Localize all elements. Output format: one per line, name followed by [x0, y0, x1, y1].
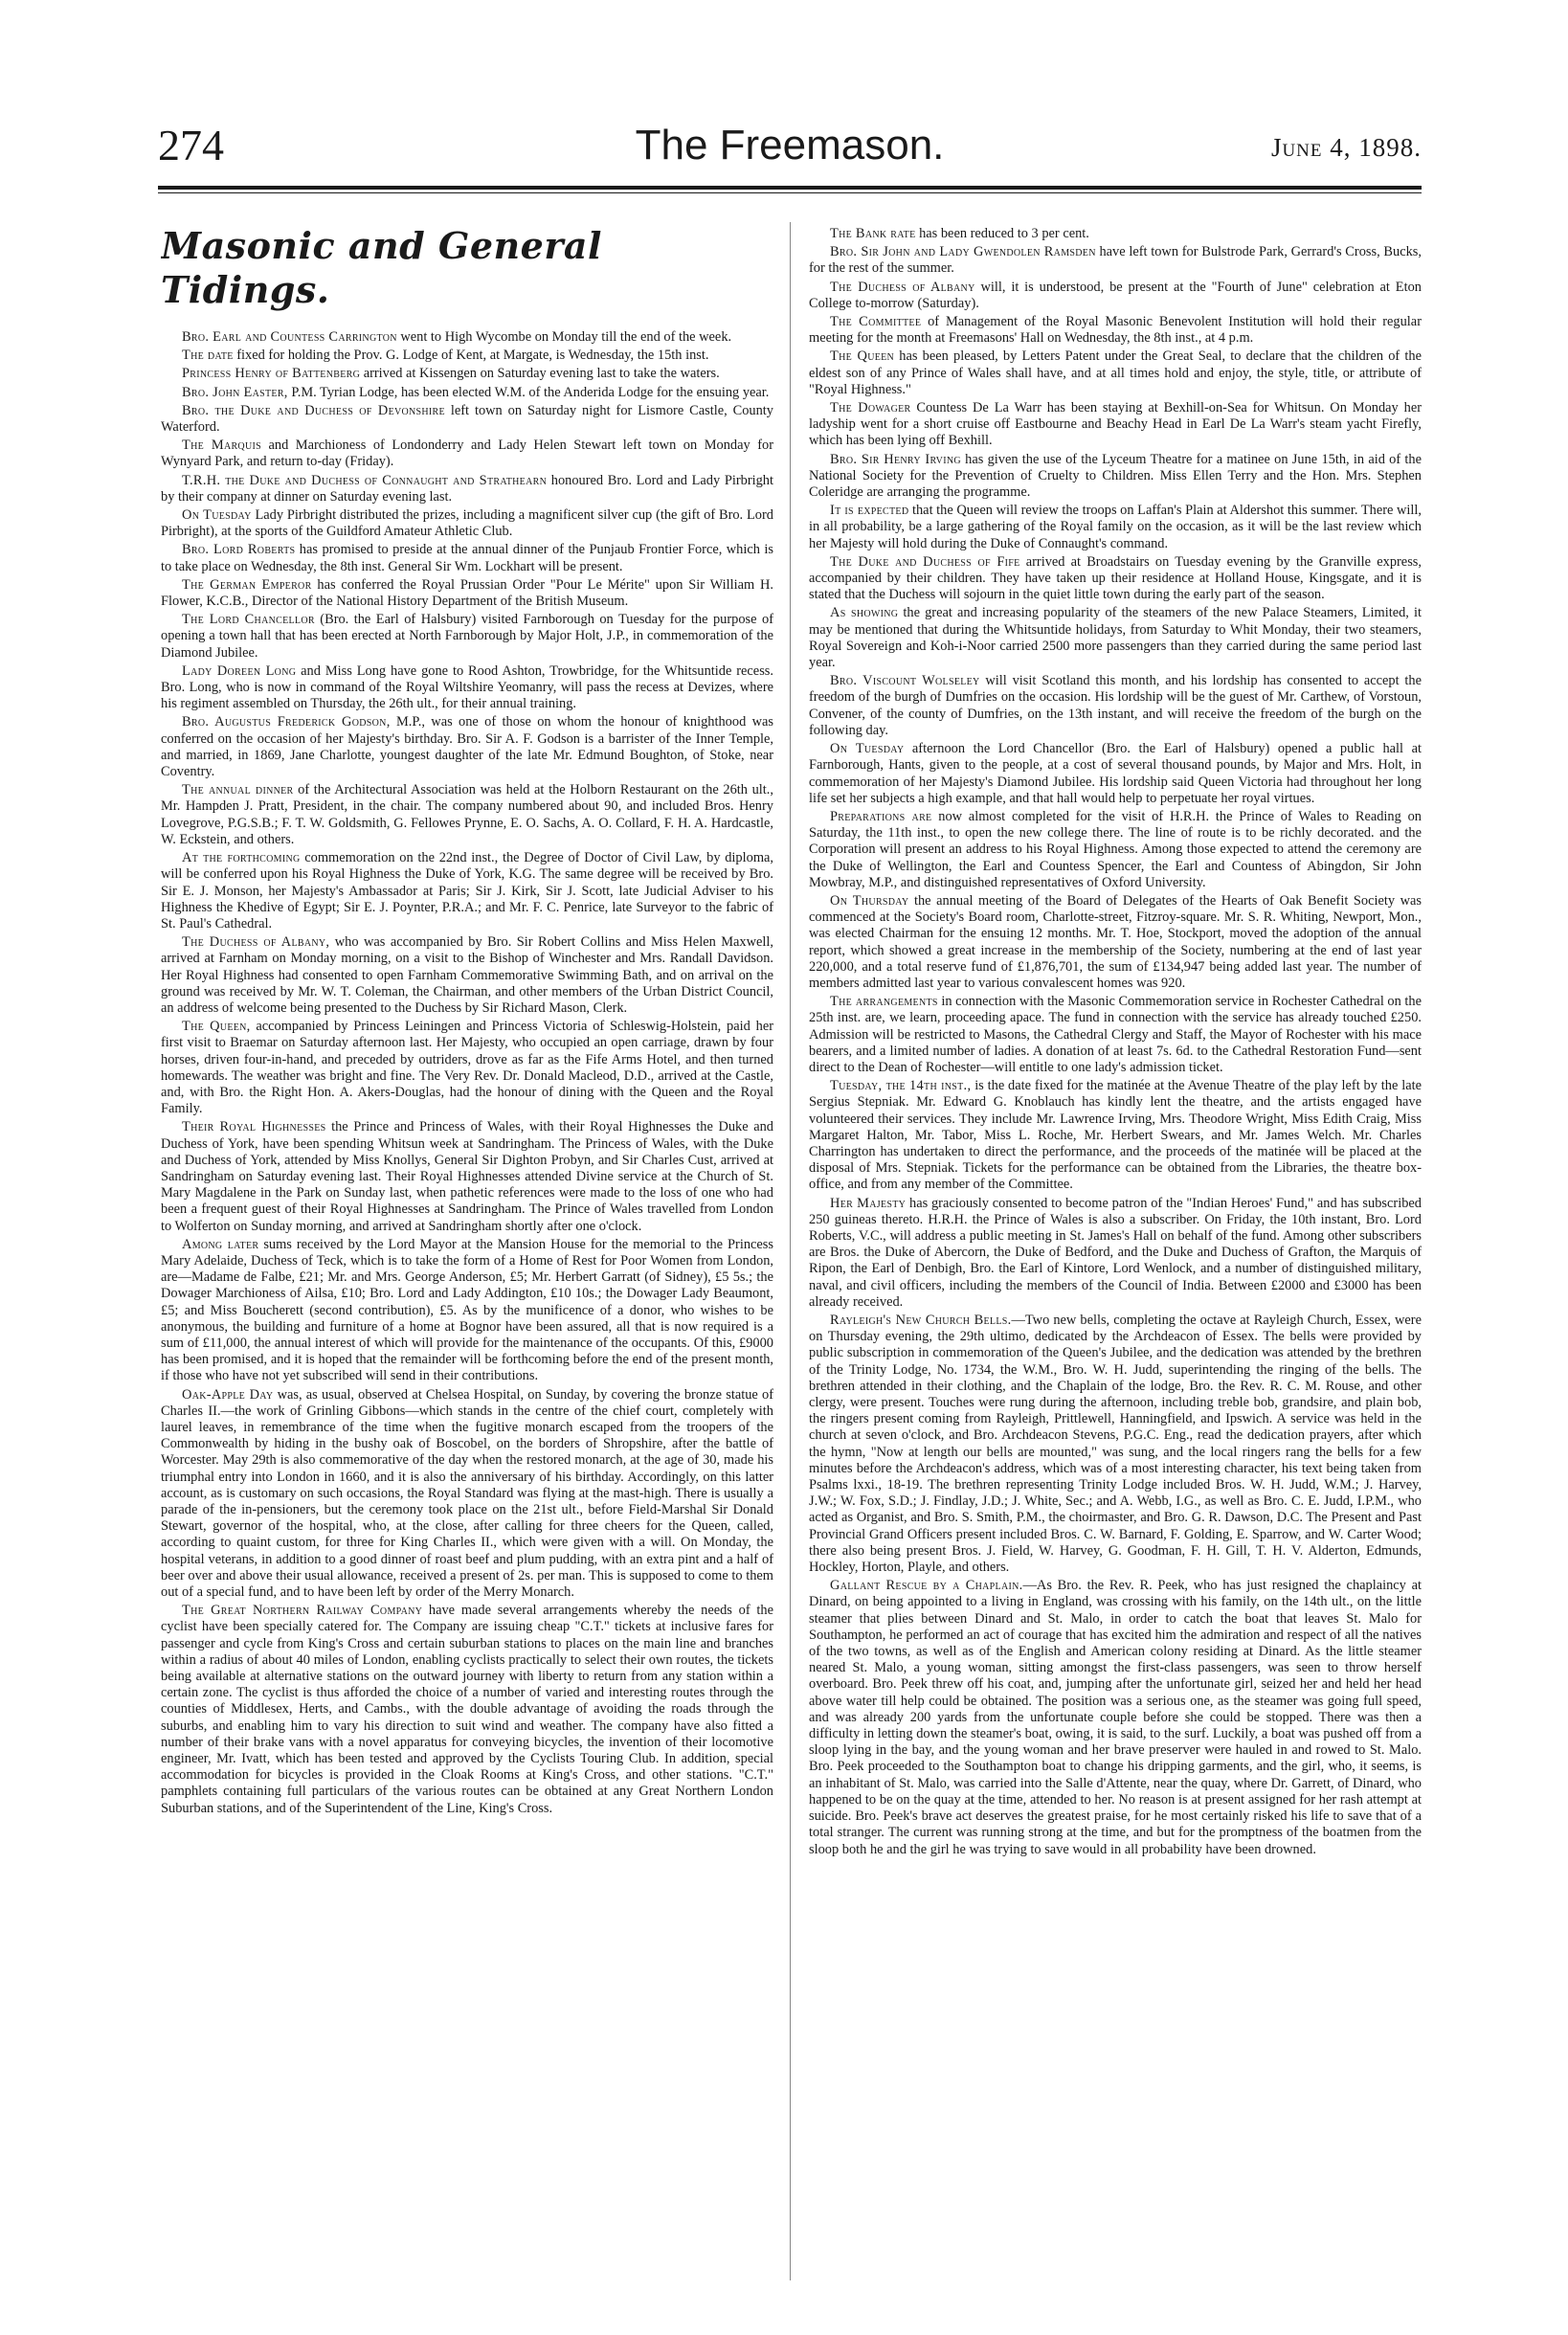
- news-item-text: arrived at Kissengen on Saturday evening last to take the waters.: [360, 366, 720, 382]
- news-item-lead: The Duchess of Albany,: [182, 934, 330, 951]
- news-item: [809, 605, 1422, 671]
- news-item-lead: Bro. Earl and Countess Carrington: [182, 329, 397, 345]
- news-item-lead: Rayleigh's New Church Bells.: [830, 1313, 1012, 1328]
- news-item: [809, 741, 1422, 807]
- news-item-text: P.M. Tyrian Lodge, has been elected W.M. of the Anderida Lodge for the ensuing year.: [287, 384, 770, 400]
- news-item-lead: The Bank rate: [830, 226, 916, 241]
- news-item-lead: T.R.H. the Duke and Duchess of Connaught and Strathearn: [182, 472, 548, 488]
- left-article-list: [161, 329, 773, 1817]
- news-item: [809, 1313, 1422, 1576]
- news-item-text: Countess De La Warr has been staying at Bexhill-on-Sea for Whitsun. On Monday her ladyship went for a short cruise off Eastbourne and Beachy Head in Earl De La Warr's steam yacht Firefly, which has been lying off Bexhill.: [809, 400, 1422, 449]
- news-item: [809, 400, 1422, 450]
- news-item: [161, 366, 773, 382]
- news-item: [161, 1387, 773, 1602]
- news-item-text: honoured Bro. Lord and Lady Pirbright by their company at dinner on Saturday evening last.: [161, 472, 773, 505]
- news-item-text: now almost completed for the visit of H.R.H. the Prince of Wales to Reading on Saturday, the 11th inst., to open the new college there. The line of route is to be richly decorated. and the Corporation will present an address to his Royal Highness. Among those expected to attend the ceremony are the Duke of Wellington, the Earl and Countess Spencer, the Earl and Countess of Abingdon, Sir John Mowbray, M.P., and distinguished representatives of Oxford University.: [809, 808, 1422, 890]
- news-item-text: the great and increasing popularity of the steamers of the new Palace Steamers, Limited, it may be mentioned that during the Whitsuntide holidays, from Saturday to Whit Monday, their two steamers, Royal Sovereign and Koh-i-Noor carried 2500 more passengers than they carried during the same period last year.: [809, 605, 1422, 671]
- news-item: [809, 452, 1422, 502]
- news-item: [161, 663, 773, 713]
- news-item-text: arrived at Broadstairs on Tuesday evening by the Granville express, accompanied by their children. They have taken up their residence at Holland House, Kingsgate, and it is stated that the Duchess will sojourn in the quiet little town during the early part of the season.: [809, 553, 1422, 603]
- news-item-text: will, it is understood, be present at the "Fourth of June" celebration at Eton College to-morrow (Saturday).: [809, 279, 1422, 311]
- news-item-lead: Preparations are: [830, 808, 932, 824]
- news-item-text: (Bro. the Earl of Halsbury) visited Farnborough on Tuesday for the purpose of opening a town hall that has been erected at North Farnborough by Major Holt, J.P., in commemoration of the Diamond Jubilee.: [161, 612, 773, 661]
- news-item-lead: The Queen: [830, 348, 895, 365]
- news-item-lead: Oak-Apple Day: [182, 1386, 274, 1403]
- news-item-lead: Their Royal Highnesses: [182, 1119, 326, 1135]
- news-item-lead: The date: [182, 348, 234, 364]
- news-item: [161, 438, 773, 470]
- news-item-lead: Among later: [182, 1236, 259, 1252]
- news-item-lead: The Lord Chancellor: [182, 612, 315, 628]
- news-item-lead: Bro. Sir Henry Irving: [830, 451, 961, 467]
- news-item: [809, 893, 1422, 992]
- news-item-text: left town on Saturday night for Lismore Castle, County Waterford.: [161, 402, 773, 436]
- news-item-text: have left town for Bulstrode Park, Gerrard's Cross, Bucks, for the rest of the summer.: [809, 244, 1422, 277]
- news-item-lead: The annual dinner: [182, 782, 294, 798]
- news-item-text: in connection with the Masonic Commemoration service in Rochester Cathedral on the 25th inst. are, we learn, proceeding apace. The fund in connection with the service has already touched £250. Admission will be restricted to Masons, the Cathedral Clergy and Staff, the Mayor of Rochester with his mace bearers, and a limited number of ladies. A donation of at least 7s. 6d. to the Cathedral Restoration Fund—sent direct to the Dean of Rochester—will entitle to one lady's admission ticket.: [809, 994, 1422, 1075]
- news-item: [809, 994, 1422, 1076]
- right-article-list: [809, 226, 1422, 1858]
- news-item-text: and Marchioness of Londonderry and Lady Helen Stewart left town on Monday for Wynyard Park, and return to-day (Friday).: [161, 438, 773, 470]
- left-column: [161, 224, 773, 2311]
- news-item: [161, 577, 773, 610]
- news-item: [809, 1578, 1422, 1857]
- news-item-lead: On Tuesday: [830, 741, 905, 757]
- section-heading: Masonic and General Tidings.: [161, 224, 602, 311]
- news-item-lead: At the forthcoming: [182, 850, 301, 866]
- news-item-text: sums received by the Lord Mayor at the Mansion House for the memorial to the Princess Mary Adelaide, Duchess of Teck, which is to take the form of a Home of Rest for Poor Women from London, are—Madame de Falbe, £21; Mr. and Mrs. George Anderson, £5; Mr. Herbert Garratt (of Sidney), £5 5s.; the Dowager Marchioness of Ailsa, £10; Bro. Lord and Lady Addington, £10 10s.; the Dowager Lady Beaumont, £5; and Miss Boucherett (second contribution), £5. As by the munificence of a donor, who wishes to be anonymous, the building and furniture of a home at Bognor have been assured, all that is now required is a sum of £11,000, the annual interest of which will provide for the maintenance of the occupants. Of this, £9000 has been promised, and it is hoped that the remainder will be forthcoming before the end of the present month, if those who have not yet subscribed will send in their contributions.: [161, 1236, 773, 1384]
- news-item: [809, 1196, 1422, 1311]
- news-item-text: has conferred the Royal Prussian Order "Pour Le Mérite" upon Sir William H. Flower, K.C.B., Director of the National History Department of the British Museum.: [161, 576, 773, 610]
- news-item: [809, 554, 1422, 604]
- news-item-text: was, as usual, observed at Chelsea Hospital, on Sunday, by covering the bronze statue of Charles II.—the work of Grinling Gibbons—which stands in the centre of the chief court, completely with laurel leaves, in remembrance of the time when the fugitive monarch escaped from the troopers of the Commonwealth by hiding in the bushy oak of Boscobel, on the borders of Shropshire, after the battle of Worcester. May 29th is also commemorative of the day when the restored monarch, at the age of 30, made his triumphal entry into London in 1660, and it is also the anniversary of his birthday. Accordingly, on this latter account, as is customary on such occasions, the Royal Standard was flying at the mast-high. There is usually a parade of the in-pensioners, but the ceremony took place on the 21st ult., before Field-Marshal Sir Donald Stewart, governor of the hospital, who, at the close, after calling for three cheers for the Queen, called, according to quaint custom, for three for King Charles II., which were given with a will. On Monday, the hospital veterans, in addition to a good dinner of roast beef and plum pudding, with an extra pint and a half of beer over and above their usual allowance, received a present of 2s. per man. This is supposed to come to them out of a special fund, and to have been left by order of the Merry Monarch.: [161, 1386, 773, 1601]
- news-item-lead: On Tuesday: [182, 507, 252, 524]
- column-divider: [790, 222, 791, 2280]
- news-item-text: accompanied by Princess Leiningen and Princess Victoria of Schleswig-Holstein, paid her first visit to Braemar on Saturday afternoon last. Her Majesty, who occupied an open carriage, drawn by four horses, driven four-in-hand, and preceded by outriders, drove as far as the Fife Arms Hotel, and then turned homewards. The weather was bright and fine. The Very Rev. Dr. Donald Macleod, D.D., arrived at the Castle, and, with Bro. the Right Hon. A. Akers-Douglas, had the honour of dining with the Queen and the Royal Family.: [161, 1019, 773, 1117]
- news-item-lead: The arrangements: [830, 994, 938, 1010]
- news-item-text: —As Bro. the Rev. R. Peek, who has just resigned the chaplaincy at Dinard, on being appointed to a living in England, was crossing with his family, on the 14th ult., on the little steamer that plies between Dinard and St. Malo, in order to catch the boat that leaves St. Malo for Southampton, he performed an act of courage that has excited him the admiration and respect of all the natives of the two towns, as well as of the English and American colony residing at Dinard. As the little steamer neared St. Malo, a young woman, sitting amongst the first-class passengers, was seen to throw herself overboard. Bro. Peek threw off his coat, and, jumping after the unfortunate girl, seized her and held her head above water till help could be obtained. The position was a serious one, as the steamer was going full speed, and was already 200 yards from the unfortunate couple before she could be stopped. There was then a difficulty in letting down the steamer's boat, owing, it is said, to the surf. Luckily, a boat was pushed off from a sloop lying in the bay, and the young woman and her brave preserver were hauled in and rowed to St. Malo. Bro. Peek proceeded to the Southampton boat to change his dripping garments, and the girl, who, it seems, is an inhabitant of St. Malo, was carried into the Salle d'Attente, near the quay, where Dr. Garrett, of Dinard, who happened to be on the quay at the time, attended to her. No reason is at present assigned for her rash attempt at suicide. Bro. Peek's brave act deserves the greatest praise, for he most certainly risked his life to save that of a total stranger. The current was running strong at the time, and but for the promptness of the boatmen from the sloop both he and the girl he was trying to save would in all probability have been drowned.: [809, 1578, 1422, 1857]
- news-item-lead: The Duchess of Albany: [830, 279, 975, 295]
- news-item-lead: Tuesday, the 14th inst.,: [830, 1078, 972, 1094]
- news-item-text: —Two new bells, completing the octave at Rayleigh Church, Essex, were on Thursday evening, the 29th ultimo, dedicated by the Archdeacon of Essex. The bells were provided by public subscription in commemoration of the Queen's Jubilee, and the dedication was attended by the brethren of the Trinity Lodge, No. 1734, the W.M., Bro. W. H. Judd, superintending the ringing of the bells. The brethren attended in their clothing, and the Chaplain of the lodge, Bro. the Rev. R. C. M. Rouse, and other clergy, were present. Touches were rung during the afternoon, including treble bob, grandsire, and plain bob, the ringers present coming from Rayleigh, Prittlewell, Hanningfield, and Ipswich. A service was held in the church at seven o'clock, and Bro. Archdeacon Stevens, P.G.C. Eng., read the dedication prayers, after which the hymn, "Now at length our bells are mounted," was sung, and the local ringers rang the bells for a few minutes before the Archdeacon's address, which was of a most interesting character, his text being taken from Psalms lxxi., 18-19. The brethren representing Trinity Lodge included Bros. W. H. Judd, W.M.; J. Harvey, J.W.; W. Fox, S.D.; J. Findlay, J.D.; J. White, Sec.; and A. Webb, I.G., as well as Bro. C. E. Judd, I.P.M., who acted as Organist, and Bro. S. Smith, P.M., the choirmaster, and Bro. G. R. Dawson, D.C. The Present and Past Provincial Grand Officers present included Bros. C. W. Barnard, F. Golding, E. Sparrow, and W. Carter Wood; there also being present Bros. J. Field, W. Harvey, G. Goodman, F. H. Gill, T. H. V. Alderton, Edmunds, Hockley, Horton, Playle, and others.: [809, 1313, 1422, 1576]
- news-item: [809, 809, 1422, 891]
- news-item: [809, 503, 1422, 552]
- news-item-text: have made several arrangements whereby the needs of the cyclist have been specially catered for. The Company are issuing cheap "C.T." tickets at inclusive fares for passenger and cycle from King's Cross and certain suburban stations to places on the main line and branches within a radius of about 40 miles of London, enabling cyclists practically to select their own routes, the tickets being available at alternative stations on the outward journey with liberty to return from any station within a certain zone. The cyclist is thus afforded the choice of a number of varied and interesting routes through the counties of Middlesex, Herts, and Cambs., with the double advantage of avoiding the roads through the suburbs, and enabling him to vary his direction to suit wind and weather. The company have also fitted a number of their brake vans with a novel apparatus for conveying bicycles, the invention of their locomotive engineer, Mr. Ivatt, which has been tested and approved by the Cyclists Touring Club. In addition, special accommodation for bicycles is provided in the Cloak Rooms at King's Cross, and other stations. "C.T." pamphlets containing full particulars of the various routes can be obtained at any Great Northern London Suburban stations, and of the Superintendent of the Line, King's Cross.: [161, 1603, 773, 1816]
- news-item-text: went to High Wycombe on Monday till the end of the week.: [396, 329, 732, 345]
- news-item: [809, 314, 1422, 347]
- news-item: [161, 473, 773, 505]
- news-item: [809, 244, 1422, 277]
- news-item-text: has been pleased, by Letters Patent under the Great Seal, to declare that the children of the eldest son of any Prince of Wales shall have, and at all times hold and enjoy, the style, title, or attribute of "Royal Highness.": [809, 348, 1422, 397]
- news-item: [809, 348, 1422, 398]
- journal-title: The Freemason.: [635, 122, 945, 168]
- news-item-lead: The Queen,: [182, 1019, 251, 1035]
- news-item-lead: Bro. Lord Roberts: [182, 542, 296, 558]
- news-item-text: the annual meeting of the Board of Delegates of the Hearts of Oak Benefit Society was commenced at the Society's Board room, Charlotte-street, Fitzroy-square. Mr. S. R. Whiting, Newport, Mon., was elected Chairman for the ensuing 12 months. Mr. T. Hoe, Stockport, moved the adoption of the annual report, which showed a great increase in the membership of the Society, numbering at the end of last year 220,000, and a total reserve fund of £1,876,701, the sum of £134,947 being added last year. The number of members admitted last year to various convalescent homes was 920.: [809, 892, 1422, 991]
- news-item-text: and Miss Long have gone to Rood Ashton, Trowbridge, for the Whitsuntide recess. Bro. Long, who is now in command of the Royal Wiltshire Yeomanry, will pass the recess at Devizes, where his regiment assembled on Thursday, the 26th ult., for their annual training.: [161, 662, 773, 712]
- news-item-text: commemoration on the 22nd inst., the Degree of Doctor of Civil Law, by diploma, will be conferred upon his Royal Highness the Duke of York, K.G. The same degree will be received by Bro. Sir E. J. Monson, her Majesty's Ambassador at Paris; Sir J. Kirk, Sir J. Scott, late Judicial Adviser to his Highness the Khedive of Egypt; Sir E. J. Poynter, P.R.A.; and Mr. F. C. Penrice, late Surveyor to the fabric of St. Paul's Cathedral.: [161, 850, 773, 932]
- news-item: [809, 673, 1422, 739]
- page-number: 274: [158, 121, 224, 169]
- news-item-lead: The Great Northern Railway Company: [182, 1603, 423, 1619]
- news-item: [161, 1237, 773, 1385]
- news-item-lead: The Duke and Duchess of Fife: [830, 553, 1020, 570]
- news-item-text: has graciously consented to become patron of the "Indian Heroes' Fund," and has subscribed 250 guineas thereto. H.R.H. the Prince of Wales is also a subscriber. On Friday, the 10th instant, Bro. Lord Roberts, V.C., will address a public meeting in St. James's Hall on behalf of the fund. Among other subscribers are Bros. the Duke of Abercorn, the Duke of Bedford, and the Duke and Duchess of Grafton, the Marquis of Ripon, the Earl of Denbigh, Bro. the Earl of Kintore, Lord Wenlock, and a number of distinguished military, naval, and civil officers, including the members of the Council of India. Between £2000 and £3000 has been already received.: [809, 1195, 1422, 1310]
- news-item-text: afternoon the Lord Chancellor (Bro. the Earl of Halsbury) opened a public hall at Farnborough, Hants, given to the people, at a cost of several thousand pounds, by Major and Mrs. Holt, in commemoration of her Majesty's Diamond Jubilee. His lordship said Queen Victoria had throughout her long life set her subjects a high example, and that hall would help to perpetuate her royal virtues.: [809, 741, 1422, 806]
- news-item-lead: Princess Henry of Battenberg: [182, 366, 361, 382]
- news-item-text: that the Queen will review the troops on Laffan's Plain at Aldershot this summer. There will, in all probability, be a large gathering of the Royal family on the occasion, as it will be the last review which her Majesty will hold during the Duke of Connaught's command.: [809, 503, 1422, 551]
- news-item-lead: Bro. Viscount Wolseley: [830, 673, 980, 689]
- news-item-text: who was accompanied by Bro. Sir Robert Collins and Miss Helen Maxwell, arrived at Farnham on Monday morning, on a visit to the Bishop of Winchester and Mrs. Randall Davidson. Her Royal Highness had consented to open Farnham Commemorative Swimming Bath, and on arrival on the ground was received by Mr. W. T. Coleman, the Chairman, and other members of the Urban District Council, an address of welcome being presented to the Duchess by Sir Richard Mason, Clerk.: [161, 934, 773, 1016]
- news-item: [161, 1019, 773, 1117]
- news-item-text: the Prince and Princess of Wales, with their Royal Highnesses the Duke and Duchess of York, have been spending Whitsun week at Sandringham. The Princess of Wales, with the Duke and Duchess of York, attended by Miss Knollys, General Sir Dighton Probyn, and Sir Charles Cust, arrived at Sandringham on Saturday evening last. Their Royal Highnesses attended Divine service at the Church of St. Mary Magdalene in the Park on Sunday last, when pathetic references were made to the loss of one who had been a frequent guest of their Royal Highnesses at Sandringham. The Prince of Wales travelled from London to Wolferton on Sunday morning, and arrived at Sandringham shortly after one o'clock.: [161, 1119, 773, 1234]
- issue-date: June 4, 1898.: [1270, 133, 1422, 162]
- news-item: [809, 226, 1422, 242]
- news-item-text: has been reduced to 3 per cent.: [915, 226, 1089, 241]
- news-item-text: M.P., was one of those on whom the honour of knighthood was conferred on the occasion of her Majesty's birthday. Bro. Sir A. F. Godson is a barrister of the Inner Temple, and married, in 1869, Jane Charlotte, youngest daughter of the late Mr. Edmund Boughton, of Stoke, near Coventry.: [161, 714, 773, 780]
- news-item-text: will visit Scotland this month, and his lordship has consented to accept the freedom of the burgh of Dumfries on the occasion. His lordship will be the guest of Mr. Carthew, of Vorstoun, Convener, of the county of Dumfries, on the 13th instant, and will receive the freedom of the burgh on the following day.: [809, 673, 1422, 738]
- news-item: [809, 280, 1422, 312]
- news-item-lead: Bro. Sir John and Lady Gwendolen Ramsden: [830, 244, 1096, 260]
- news-item: [809, 1078, 1422, 1193]
- news-item: [161, 612, 773, 662]
- news-item: [161, 782, 773, 848]
- news-item-lead: The Marquis: [182, 438, 261, 454]
- news-item: [161, 507, 773, 540]
- news-item: [161, 850, 773, 932]
- news-item-text: is the date fixed for the matinée at the Avenue Theatre of the play left by the late Sergius Stepniak. Mr. Edward G. Knoblauch has kindly lent the theatre, and the artists engaged have volunteered their services. They include Mr. Lawrence Irving, Mrs. Theodore Wright, Miss Edith Craig, Miss Margaret Halton, Mr. Tabor, Miss L. Roche, Mr. Herbert Swears, and Mr. James Welch. Mr. Charles Charrington has undertaken to direct the performance, and the proceeds of the matinée will be placed at the disposal of Mrs. Stepniak. Tickets for the performance can be obtained from the Libraries, the theatre box-office, and from any member of the Committee.: [809, 1078, 1422, 1193]
- news-item-lead: On Thursday: [830, 892, 909, 909]
- news-item-text: has given the use of the Lyceum Theatre for a matinee on June 15th, in aid of the National Society for the Prevention of Cruelty to Children. Miss Ellen Terry and the Hon. Mrs. Stephen Coleridge are arranging the programme.: [809, 451, 1422, 501]
- news-item-text: fixed for holding the Prov. G. Lodge of Kent, at Margate, is Wednesday, the 15th inst.: [233, 348, 709, 364]
- news-item-lead: The German Emperor: [182, 576, 312, 593]
- news-item-text: of Management of the Royal Masonic Benevolent Institution will hold their regular meeting for the month at Freemasons' Hall on Wednesday, the 8th inst., at 4 p.m.: [809, 314, 1422, 347]
- news-item: [161, 1119, 773, 1234]
- news-item: [161, 385, 773, 401]
- news-item-text: Lady Pirbright distributed the prizes, including a magnificent silver cup (the gift of Bro. Lord Pirbright), at the sports of the Guildford Amateur Athletic Club.: [161, 507, 773, 540]
- masthead: [158, 117, 1422, 186]
- news-item-text: has promised to preside at the annual dinner of the Punjaub Frontier Force, which is to take place on Wednesday, the 8th inst. General Sir Wm. Lockhart will be present.: [161, 542, 773, 574]
- masthead-rule: [158, 186, 1422, 190]
- news-item: [161, 934, 773, 1017]
- news-item-lead: The Dowager: [830, 400, 911, 416]
- news-item-text: of the Architectural Association was held at the Holborn Restaurant on the 26th ult., Mr. Hampden J. Pratt, President, in the chair. The company numbered about 90, and included Bros. Henry Lovegrove, P.G.S.B.; F. T. W. Goldsmith, G. Fellowes Prynne, E. O. Sachs, A. O. Collard, F. H. A. Hardcastle, W. Eckstein, and others.: [161, 782, 773, 847]
- news-item-lead: Her Majesty: [830, 1195, 907, 1211]
- news-item-lead: Bro. John Easter,: [182, 384, 288, 400]
- news-item-lead: As showing: [830, 605, 899, 621]
- masthead-rule-thin: [158, 192, 1422, 193]
- news-item-lead: Bro. the Duke and Duchess of Devonshire: [182, 402, 445, 418]
- news-item-lead: Lady Doreen Long: [182, 662, 297, 679]
- news-item: [161, 329, 773, 346]
- news-item-lead: It is expected: [830, 503, 909, 519]
- news-item: [161, 403, 773, 436]
- news-item-lead: Gallant Rescue by a Chaplain.: [830, 1578, 1023, 1594]
- right-column: [809, 226, 1422, 2313]
- news-item: [161, 714, 773, 780]
- news-item-lead: The Committee: [830, 314, 922, 330]
- news-item: [161, 348, 773, 364]
- news-item: [161, 542, 773, 574]
- news-item: [161, 1603, 773, 1817]
- news-item-lead: Bro. Augustus Frederick Godson,: [182, 714, 391, 730]
